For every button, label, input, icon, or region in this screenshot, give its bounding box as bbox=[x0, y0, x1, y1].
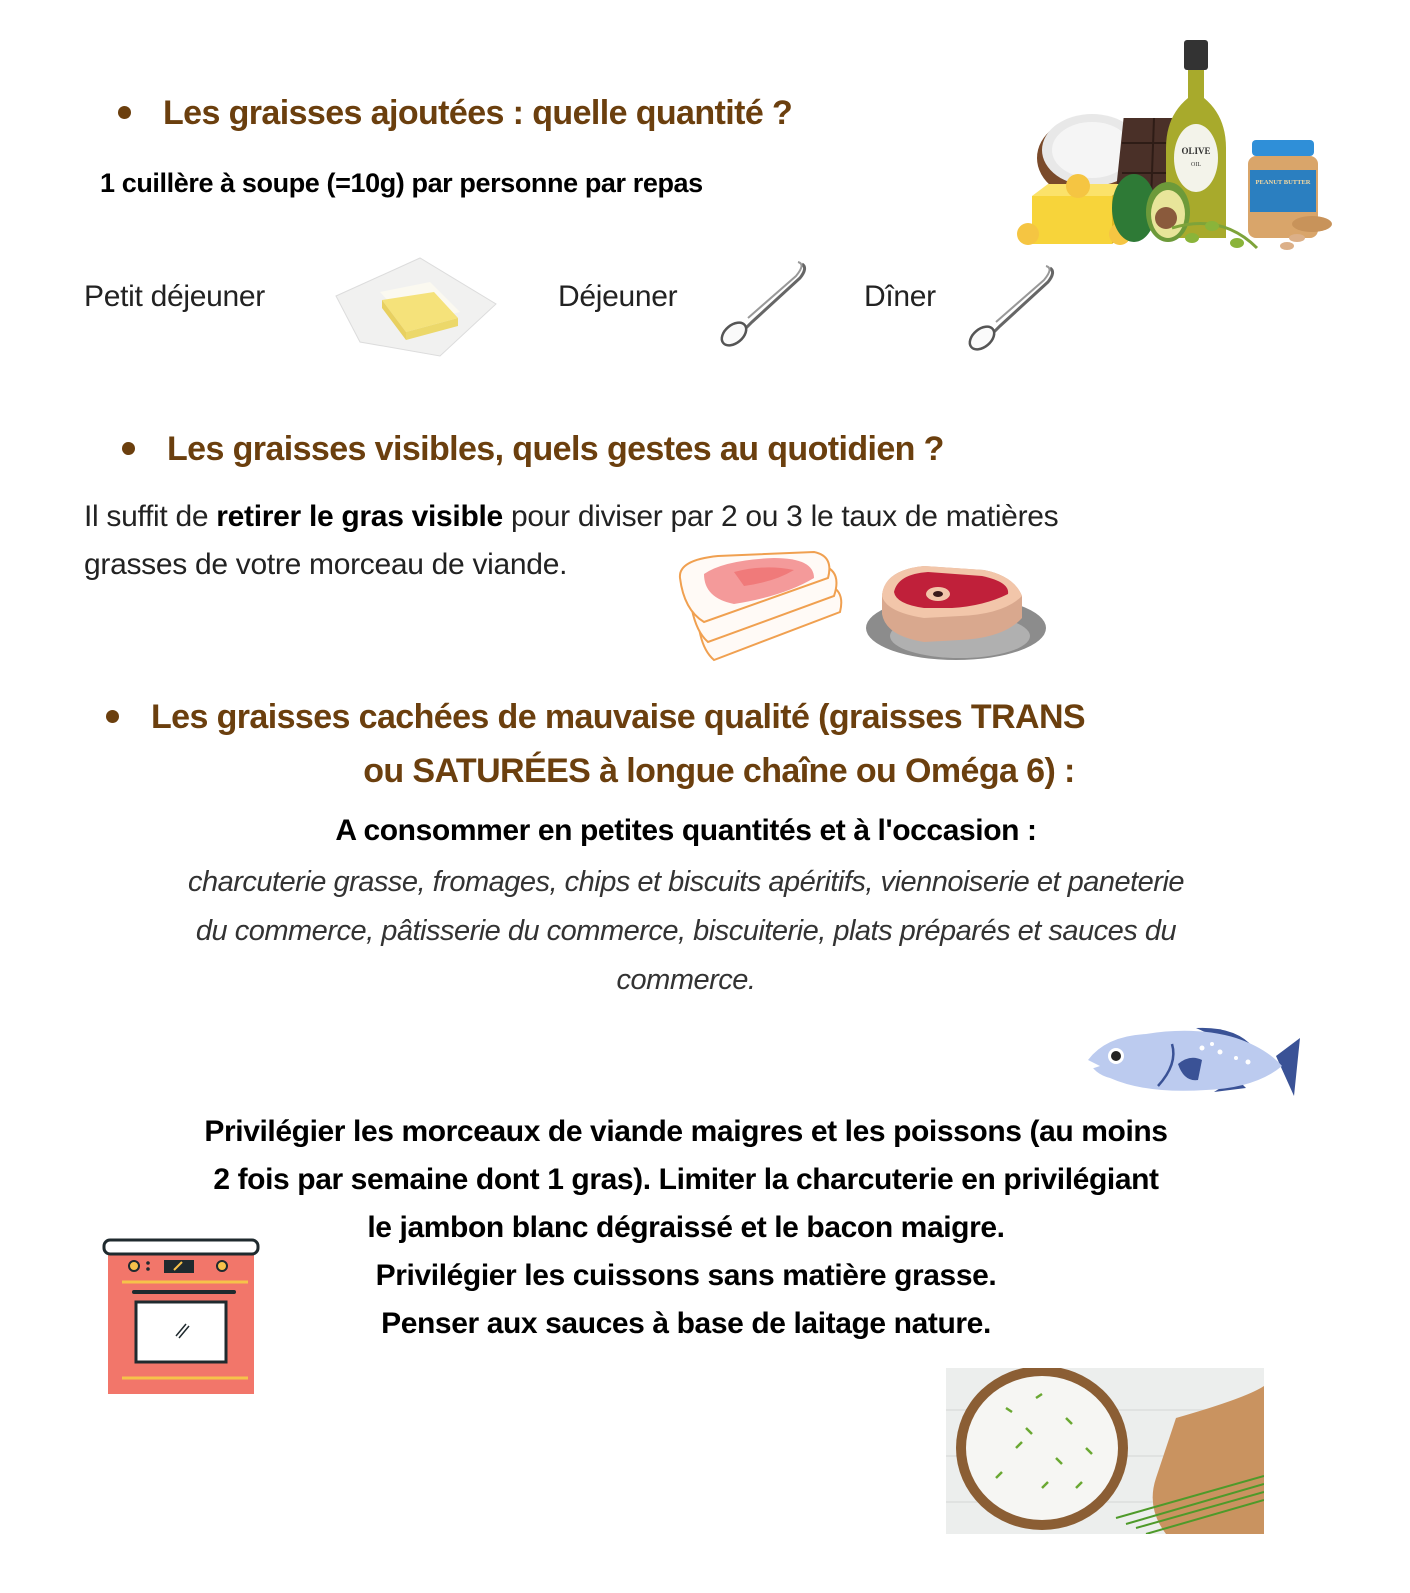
added-fats-quantity: 1 cuillère à soupe (=10g) par personne par repas bbox=[100, 168, 703, 198]
visible-fats-text-line2: grasses de votre morceau de viande. bbox=[84, 548, 568, 581]
visible-fats-text-line1 bbox=[84, 500, 1058, 534]
steak-icon bbox=[864, 556, 1048, 666]
text-segment: Il suffit de bbox=[84, 500, 217, 533]
list-line: commerce. bbox=[616, 964, 756, 996]
section-visible-fats-heading bbox=[122, 430, 944, 469]
bullet-icon bbox=[122, 442, 135, 455]
oven-icon bbox=[102, 1236, 262, 1396]
butter-icon bbox=[330, 252, 502, 364]
fish-icon bbox=[1086, 1008, 1306, 1100]
svg-text:OIL: OIL bbox=[1191, 162, 1201, 168]
meal-label-lunch: Déjeuner bbox=[558, 280, 678, 313]
svg-text:PEANUT BUTTER: PEANUT BUTTER bbox=[1255, 179, 1311, 186]
recommendation-line: Privilégier les morceaux de viande maigres et les poissons (au moins bbox=[204, 1115, 1168, 1148]
heading-text: Les graisses visibles, quels gestes au quotidien ? bbox=[167, 430, 944, 468]
heading-text: Les graisses ajoutées : quelle quantité ? bbox=[163, 94, 793, 132]
meal-label-breakfast: Petit déjeuner bbox=[84, 280, 265, 313]
list-line: charcuterie grasse, fromages, chips et biscuits apéritifs, viennoiserie et paneterie bbox=[187, 866, 1185, 898]
text-segment: pour diviser par 2 ou 3 le taux de matières bbox=[502, 500, 1059, 533]
recommendation-line: 2 fois par semaine dont 1 gras). Limiter la charcuterie en privilégiant bbox=[213, 1163, 1159, 1196]
section-added-fats-heading bbox=[118, 94, 792, 133]
section-hidden-fats-heading-line1 bbox=[106, 698, 1085, 737]
bullet-icon bbox=[118, 106, 131, 119]
heading-text: Les graisses cachées de mauvaise qualité (graisses TRANS bbox=[151, 698, 1085, 736]
list-line: du commerce, pâtisserie du commerce, biscuiterie, plats préparés et sauces du bbox=[195, 915, 1177, 947]
spoon-icon bbox=[714, 258, 810, 348]
section-hidden-fats-heading-line2: ou SATURÉES à longue chaîne ou Oméga 6) : bbox=[363, 752, 1075, 790]
recommendation-line: Penser aux sauces à base de laitage nature. bbox=[381, 1307, 991, 1340]
dairy-sauce-icon bbox=[946, 1368, 1264, 1534]
spoon-icon bbox=[962, 262, 1058, 352]
hidden-fats-food-list bbox=[0, 858, 1372, 1005]
text-bold-segment: retirer le gras visible bbox=[216, 500, 503, 533]
recommendation-line: le jambon blanc dégraissé et le bacon maigre. bbox=[367, 1211, 1005, 1244]
fats-foods-icon bbox=[1012, 38, 1342, 266]
bacon-slices-icon bbox=[674, 548, 850, 668]
meal-label-dinner: Dîner bbox=[864, 280, 936, 313]
recommendation-line: Privilégier les cuissons sans matière grasse. bbox=[375, 1259, 997, 1292]
bullet-icon bbox=[106, 710, 119, 723]
occasional-consumption-label: A consommer en petites quantités et à l'occasion : bbox=[335, 814, 1037, 847]
svg-text:OLIVE: OLIVE bbox=[1181, 146, 1211, 156]
